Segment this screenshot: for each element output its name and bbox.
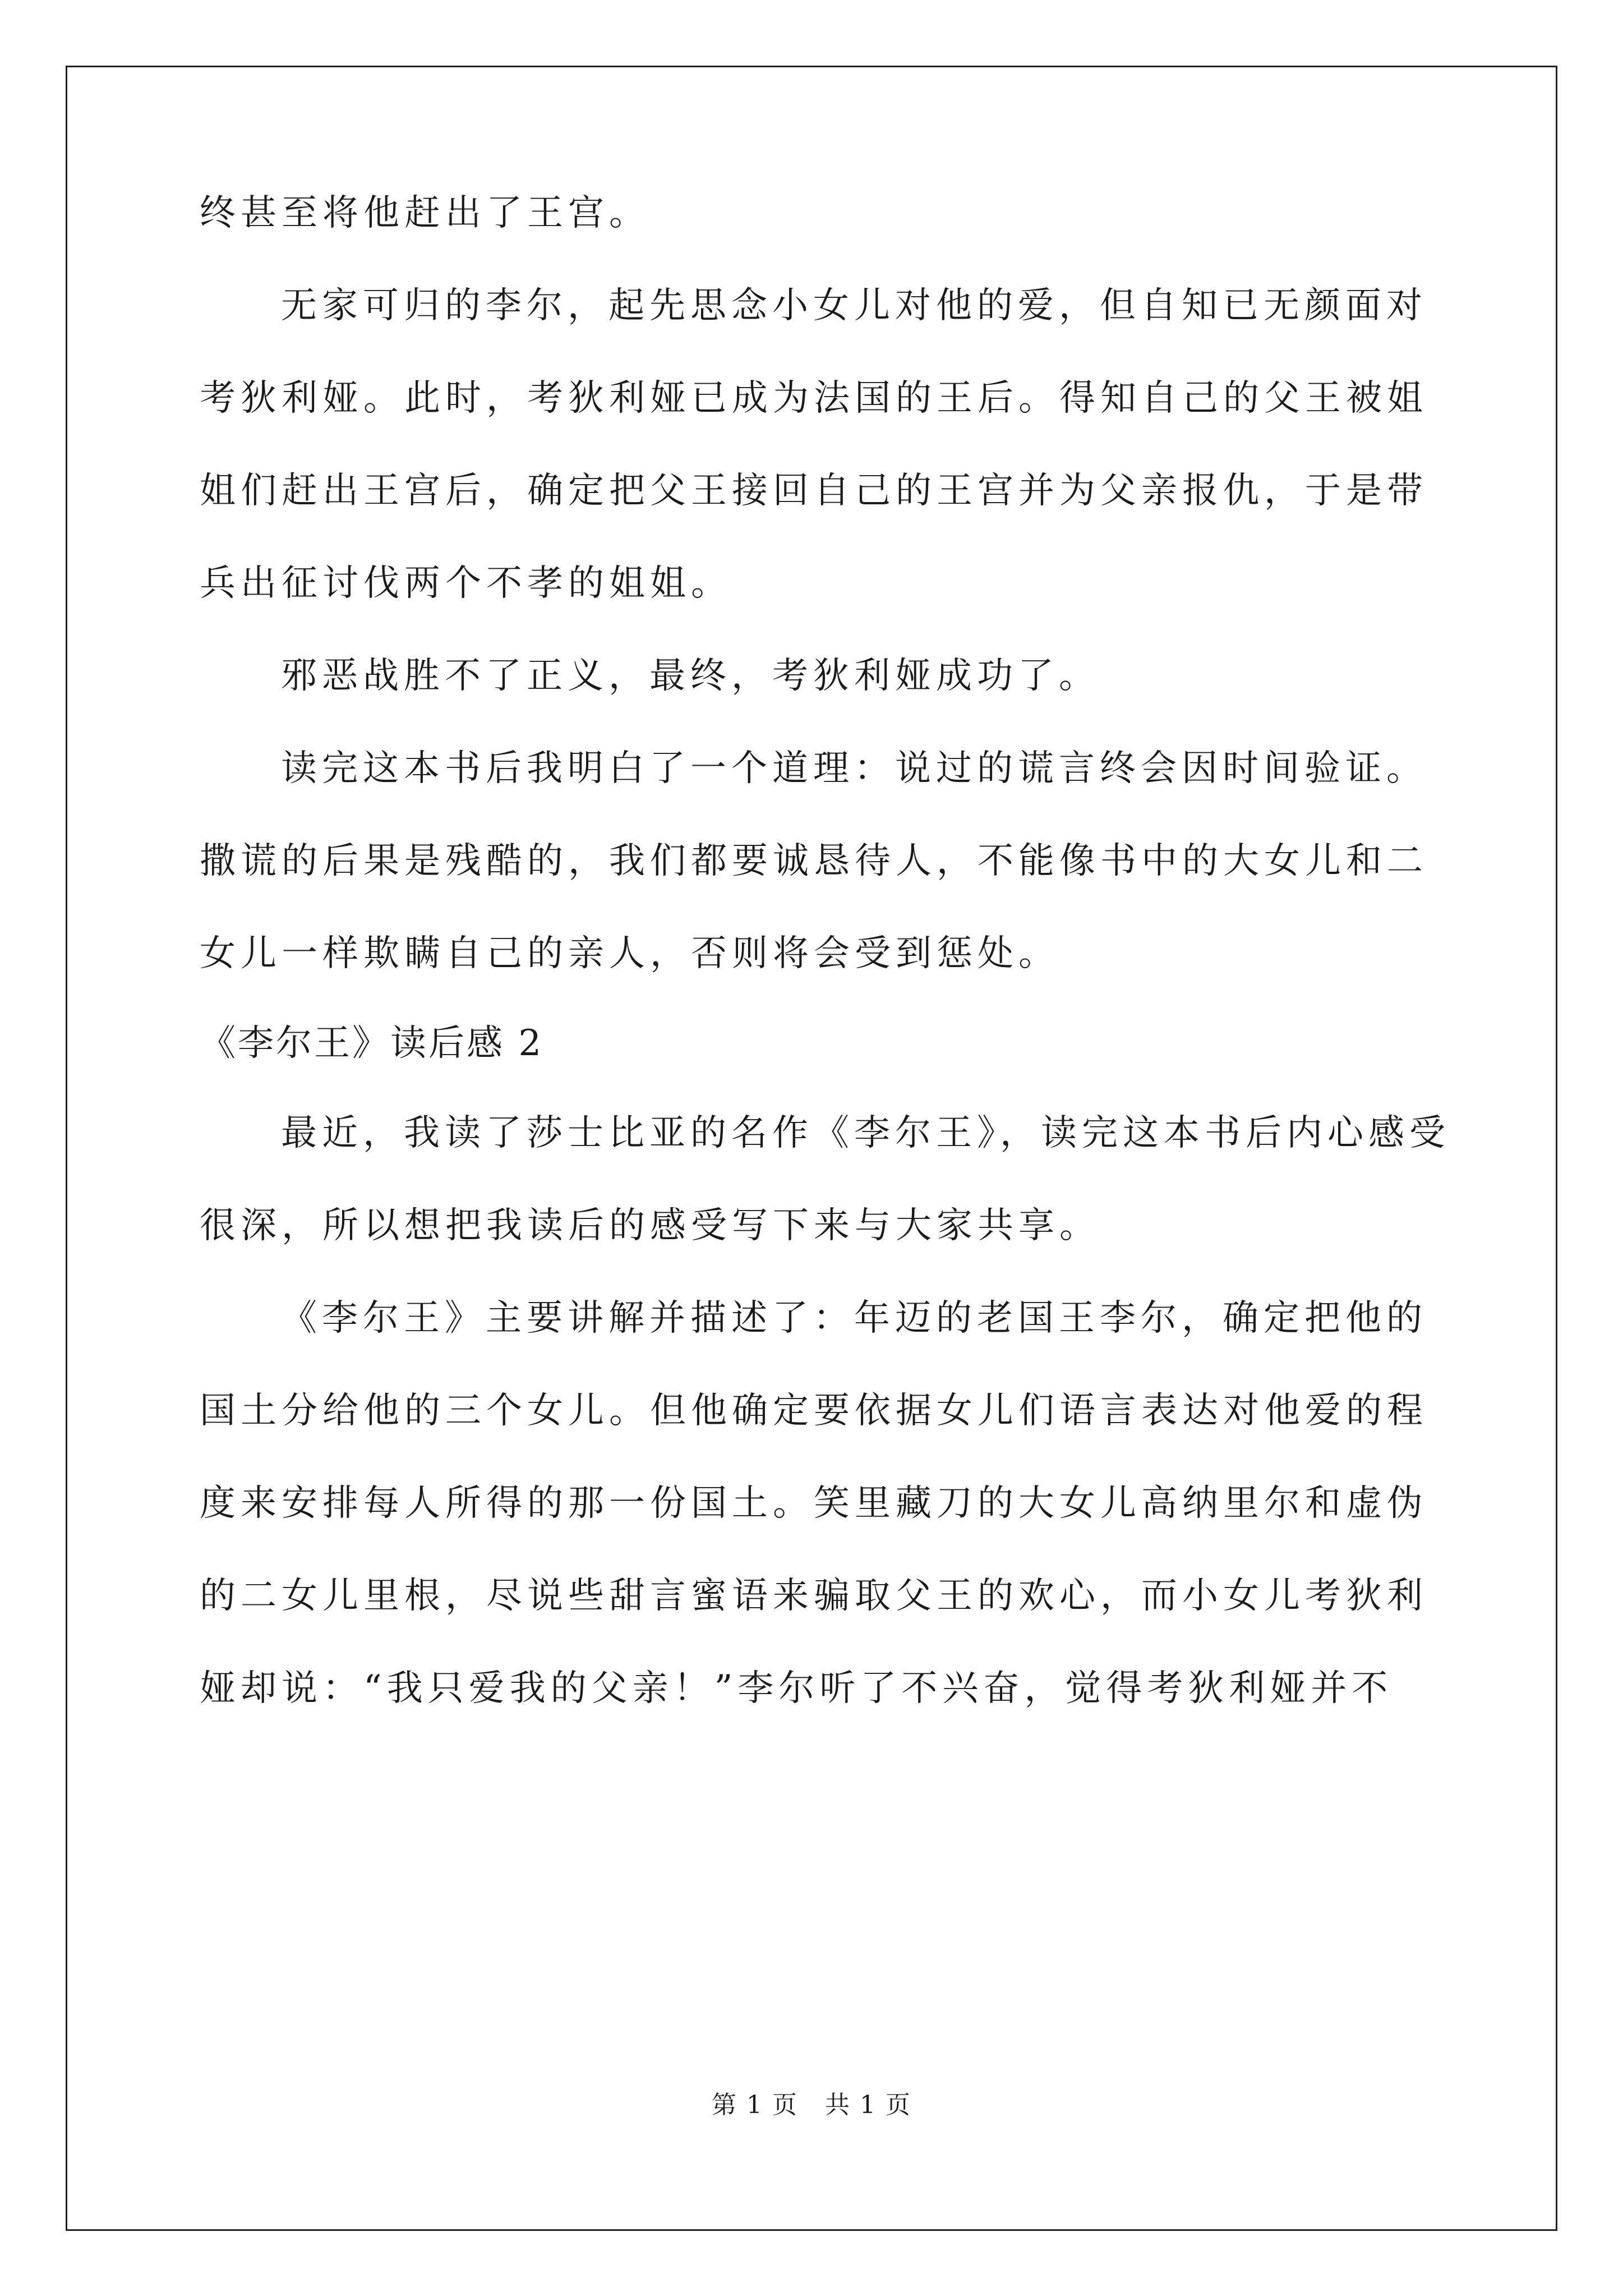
text-line: 邪恶战胜不了正义，最终，考狄利娅成功了。 (281, 655, 1100, 697)
text-line: 女儿一样欺瞒自己的亲人，否则将会受到惩处。 (200, 933, 1059, 974)
text-line: 兵出征讨伐两个不孝的姐姐。 (200, 563, 732, 604)
text-line: 国土分给他的三个女儿。但他确定要依据女儿们语言表达对他爱的程 (200, 1390, 1428, 1432)
section-heading: 《李尔王》读后感 2 (200, 1023, 544, 1064)
text-line: 的二女儿里根，尽说些甜言蜜语来骗取父王的欢心，而小女儿考狄利 (200, 1575, 1428, 1617)
text-line: 终甚至将他赶出了王宫。 (200, 192, 650, 234)
text-line: 无家可归的李尔，起先思念小女儿对他的爱，但自知已无颜面对 (281, 285, 1427, 326)
text-line: 读完这本书后我明白了一个道理：说过的谎言终会因时间验证。 (281, 748, 1427, 789)
text-line: 娅却说：“我只爱我的父亲！”李尔听了不兴奋，觉得考狄利娅并不 (200, 1668, 1393, 1709)
text-line: 很深，所以想把我读后的感受写下来与大家共享。 (200, 1205, 1100, 1246)
text-line: 考狄利娅。此时，考狄利娅已成为法国的王后。得知自己的父王被姐 (200, 378, 1428, 419)
text-line: 《李尔王》主要讲解并描述了：年迈的老国王李尔，确定把他的 (281, 1297, 1427, 1339)
text-line: 姐们赶出王宫后，确定把父王接回自己的王宫并为父亲报仇，于是带 (200, 470, 1428, 512)
page-number: 第 1 页 (712, 2091, 798, 2119)
page-footer (0, 2090, 1623, 2121)
page-total: 共 1 页 (825, 2091, 911, 2119)
text-line: 度来安排每人所得的那一份国土。笑里藏刀的大女儿高纳里尔和虚伪 (200, 1483, 1428, 1524)
text-line: 撒谎的后果是残酷的，我们都要诚恳待人，不能像书中的大女儿和二 (200, 840, 1428, 882)
text-line: 最近，我读了莎士比亚的名作《李尔王》，读完这本书后内心感受 (281, 1112, 1450, 1154)
